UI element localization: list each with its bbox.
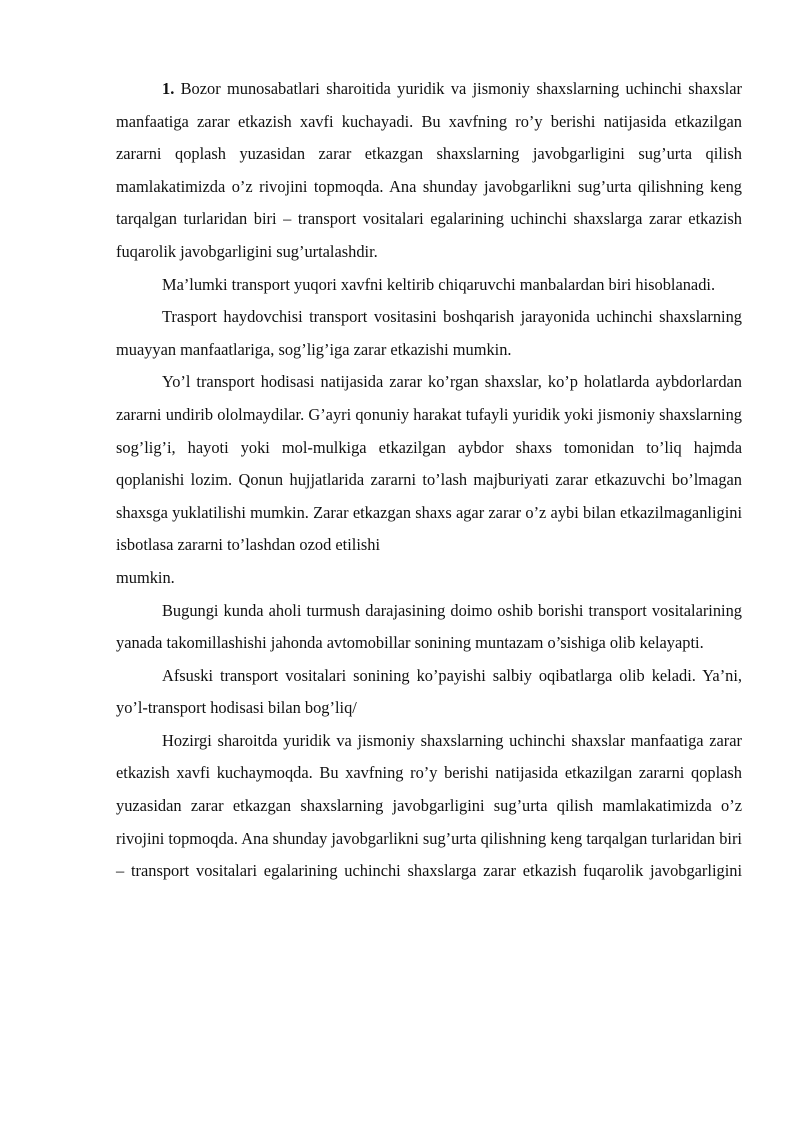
paragraph-4-continuation: mumkin. [116, 567, 175, 587]
paragraph-3: Trasport haydovchisi transport vositasini boshqarish jarayonida uchinchi shaxslarning muayyan manfaatlariga, sog’lig’iga zarar etkazishi mumkin. [116, 307, 742, 359]
paragraph-4: Yo’l transport hodisasi natijasida zarar ko’rgan shaxslar, ko’p holatlarda aybdorlardan zararni undirib ololmaydilar. G’ayri qonuniy harakat tufayli yuridik yoki jismoniy shaxslarning sog’lig’i, hayoti yoki mol-mulkiga etkazilgan aybdor shaxs tomonidan to’liq hajmda qoplanishi lozim. Qonun hujjatlarida zararni to’lash majburiyati zarar etkazuvchi bo’lmagan shaxsga yuklatilishi mumkin. Zarar etkazgan shaxs agar zarar o’z aybi bilan etkazilmaganligini isbotlasa zararni to’lashdan ozod etilishi [116, 372, 742, 555]
paragraph-7: Hozirgi sharoitda yuridik va jismoniy shaxslarning uchinchi shaxslar manfaatiga zarar etkazish xavfi kuchaymoqda. Bu xavfning ro’y berishi natijasida etkazilgan zararni qoplash yuzasidan zarar etkazgan shaxslarning javobgarligini sug’urta qilish mamlakatimizda o’z rivojini topmoqda. Ana shunday javobgarlikni sug’urta qilishning keng tarqalgan turlaridan biri – transport vositalari egalarining uchinchi shaxslarga zarar etkazish fuqarolik javobgarligini [116, 730, 742, 881]
paragraph-6: Afsuski transport vositalari sonining ko’payishi salbiy oqibatlarga olib keladi. Ya’ni, yo’l-transport hodisasi bilan bog’liq/ [116, 665, 742, 718]
paragraph-1 [116, 73, 742, 269]
paragraph-2: Ma’lumki transport yuqori xavfni keltirib chiqaruvchi manbalardan biri hisoblanadi. [162, 274, 716, 294]
paragraph-text: Bozor munosabatlari sharoitida yuridik va jismoniy shaxslarning uchinchi shaxslar manfaatiga zarar etkazish xavfi kuchayadi. Bu xavfning ro’y berishi natijasida etkazilgan zararni qoplash yuzasidan zarar etkazgan shaxslarning javobgarligini sug’urta qilish mamlakatimizda o’z rivojini topmoqda. Ana shunday javobgarlikni sug’urta qilishning keng tarqalgan turlaridan biri – transport vositalari egalarining uchinchi shaxslarga zarar etkazish fuqarolik javobgarligini sug’urtalashdir. [116, 79, 742, 261]
paragraph-5: Bugungi kunda aholi turmush darajasining doimo oshib borishi transport vositalarining yanada takomillashishi jahonda avtomobillar sonining muntazam o’sishiga olib kelayapti. [116, 600, 742, 653]
paragraph-number: 1. [162, 79, 175, 98]
document-body [116, 73, 742, 888]
